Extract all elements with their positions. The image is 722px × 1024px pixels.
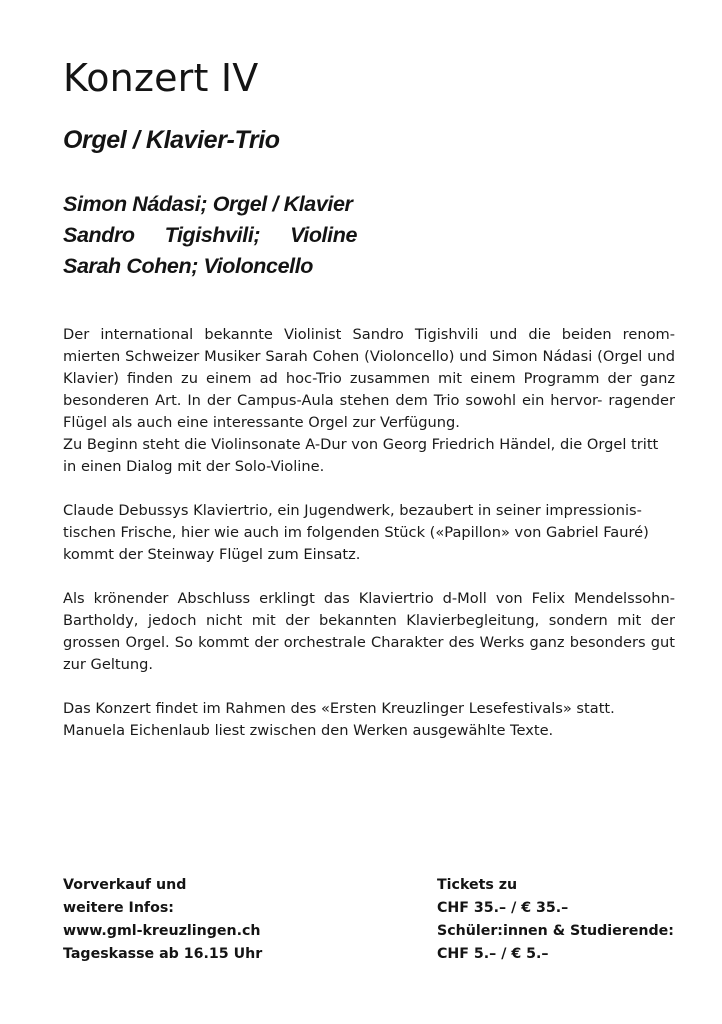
info-label: weitere Infos: bbox=[63, 900, 174, 916]
concert-title: Konzert IV bbox=[63, 56, 259, 100]
performer-instrument: Violine bbox=[290, 223, 357, 247]
presale-label: Vorverkauf und bbox=[63, 877, 187, 893]
ticket-price-regular: CHF 35.– / € 35.– bbox=[437, 900, 569, 916]
description-paragraph-mendelssohn: Als krönender Abschluss erklingt das Klaviertrio d-Moll von Felix Mendelssohn- Bartholdy, jedoch nicht mit der bekannten Klavierbegleitung, sondern mit der grossen Orgel. So kommt der orchestrale Charakter des Werks ganz besonders gut zur Geltung. bbox=[63, 590, 675, 673]
description-paragraph-lesefestival: Das Konzert findet im Rahmen des «Ersten Kreuzlinger Lesefestivals» statt. Manuela Eichenlaub liest zwischen den Werken ausgewählte Texte. bbox=[63, 700, 615, 739]
website-link[interactable]: www.gml-kreuzlingen.ch bbox=[63, 923, 261, 939]
concert-description bbox=[63, 324, 675, 742]
performer-last-name: Tigishvili; bbox=[164, 223, 261, 247]
ticket-price-students: CHF 5.– / € 5.– bbox=[437, 946, 549, 962]
performer-first-name: Sandro bbox=[63, 223, 135, 247]
performer-list bbox=[63, 189, 357, 282]
tickets-label: Tickets zu bbox=[437, 877, 518, 893]
description-paragraph-intro: Der international bekannte Violinist Sandro Tigishvili und die beiden renom- mierten Schweizer Musiker Sarah Cohen (Violoncello) und Simon Nádasi (Orgel und Klavier) finden zu einem ad hoc-Trio zusammen mit einem Programm der ganz besonderen Art. In der Campus-Aula stehen dem Trio sowohl ein hervor- ragender Flügel als auch eine interessante Orgel zur Verfügung. bbox=[63, 326, 675, 431]
description-paragraph-haendel: Zu Beginn steht die Violinsonate A-Dur von Georg Friedrich Händel, die Orgel tritt in einen Dialog mit der Solo-Violine. bbox=[63, 436, 659, 475]
box-office-time: Tageskasse ab 16.15 Uhr bbox=[63, 946, 263, 962]
performer-simon-nadasi: Simon Nádasi; Orgel / Klavier bbox=[63, 192, 353, 216]
description-paragraph-debussy: Claude Debussys Klaviertrio, ein Jugendwerk, bezaubert in seiner impressionis- tischen Frische, hier wie auch im folgenden Stück («Papillon» von Gabriel Fauré) kommt der Steinway Flügel zum Einsatz. bbox=[63, 502, 649, 563]
students-label: Schüler:innen & Studierende: bbox=[437, 923, 674, 939]
concert-subtitle: Orgel / Klavier-Trio bbox=[63, 126, 280, 154]
ticket-info bbox=[437, 874, 674, 966]
presale-info bbox=[63, 874, 262, 966]
performer-sandro-tigishvili bbox=[63, 220, 357, 251]
performer-sarah-cohen: Sarah Cohen; Violoncello bbox=[63, 254, 314, 278]
